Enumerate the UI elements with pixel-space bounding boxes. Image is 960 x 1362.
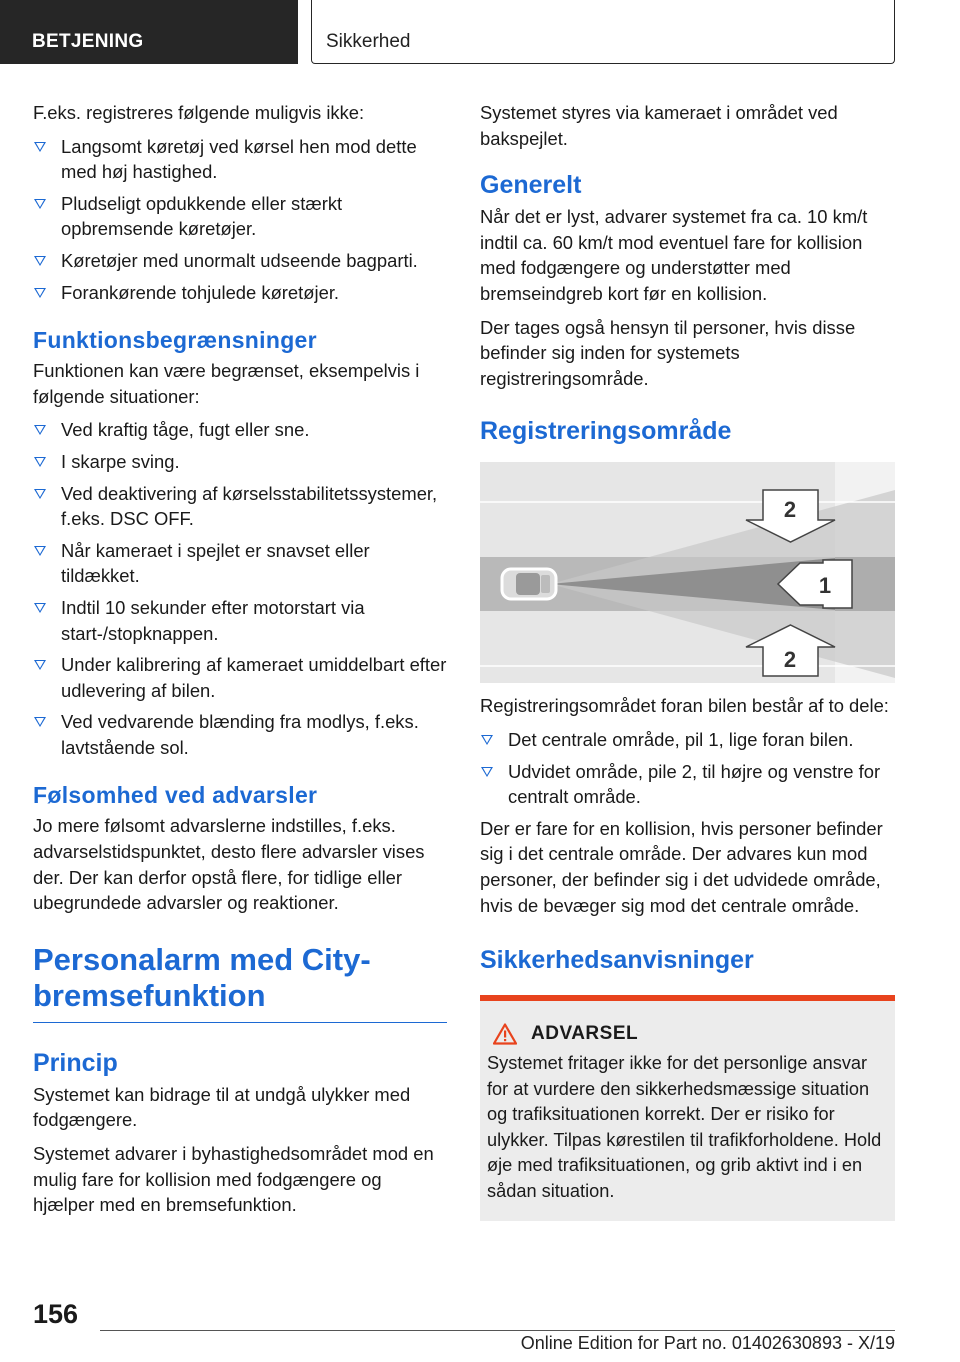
list-item [33,280,447,306]
list-item [33,538,447,589]
limits-paragraph: Funktionen kan være begrænset, eksempelvis i følgende situationer: [33,360,420,407]
warning-title: ADVARSEL [531,1023,639,1045]
chapter-title: Sikkerhed [311,0,895,64]
car-icon [502,569,556,599]
principle-paragraph-2: Systemet advarer i byhastighedsområdet mod en mulig fare for kollision med fodgængere og hjælper med en bremsefunktion. [33,1143,434,1216]
limits-heading: Funktionsbegrænsninger [33,327,317,354]
list-item [33,248,447,274]
triangle-bullet-icon [481,767,493,777]
list-item [33,134,447,185]
general-paragraph-1: Når det er lyst, advarer systemet fra ca. 10 km/t indtil ca. 60 km/t mod eventuel fare for kollision med fodgængere og understøtter med bremseindgreb kort før en kollision. [480,206,868,304]
list-item-text: I skarpe sving. [61,450,180,472]
list-item-text: Langsomt køretøj ved kørsel hen mod dette med høj hastighed. [61,135,417,183]
general-paragraph-2: Der tages også hensyn til personer, hvis disse befinder sig inden for systemets registreringsområde. [480,316,856,389]
area-paragraph: Der er fare for en kollision, hvis personer befinder sig i det centrale område. Der advares kun mod personer, der befinder sig i det udvidede område, hvis de bevæger sig mod det centrale område. [480,817,883,916]
triangle-bullet-icon [34,546,46,556]
list-item [480,727,895,753]
list-item [33,709,447,760]
triangle-bullet-icon [34,457,46,467]
triangle-bullet-icon [34,425,46,435]
list-item [33,417,447,443]
principle-heading: Princip [33,1048,118,1077]
warning-header [493,1023,887,1045]
triangle-bullet-icon [34,717,46,727]
intro-list [33,134,447,306]
intro-paragraph: F.eks. registreres følgende muligvis ikke: [33,102,365,123]
principle-paragraph-1: Systemet kan bidrage til at undgå ulykker med fodgængere. [33,1083,411,1131]
area-caption: Registreringsområdet foran bilen består af to dele: [480,695,889,717]
list-item-text: Ved kraftig tåge, fugt eller sne. [61,419,310,441]
edition-footer: Online Edition for Part no. 01402630893 - X/19 [520,1333,895,1353]
area-list [480,727,895,810]
list-item-text: Under kalibrering af kameraet umiddelbart efter udlevering af bilen. [61,654,447,701]
triangle-bullet-icon [481,735,493,745]
list-item-text: Forankørende tohjulede køretøjer. [61,281,340,303]
sensitivity-paragraph: Jo mere følsomt advarslerne indstilles, f.eks. advarselstidspunktet, desto flere advarsler vises der. Der kan derfor opstå flere, for tidlige eller ubegrundede advarsler og reaktioner. [33,815,425,914]
list-item-text: Ved deaktivering af kørselsstabilitetssystemer, f.eks. DSC OFF. [61,482,438,530]
list-item [33,595,447,646]
warning-text: Systemet fritager ikke for det personlige ansvar for at vurdere den sikkerhedsmæssige situation og trafiksituationen korrekt. Der er risiko for ulykker. Tilpas kørestilen til trafikforholdene. Hold øje med trafiksituationen, og grib aktivt ind i en sådan situation. [487,1053,882,1202]
page-number: 156 [33,1299,79,1329]
triangle-bullet-icon [34,199,46,209]
triangle-bullet-icon [34,489,46,499]
triangle-bullet-icon [34,660,46,670]
list-item-text: Ved vedvarende blænding fra modlys, f.eks. lavtstående sol. [61,711,419,758]
general-heading: Generelt [480,171,582,200]
arrow-2-bottom-label: 2 [783,647,797,673]
list-item-text: Udvidet område, pile 2, til højre og venstre for centralt område. [508,760,881,808]
warning-box [480,995,895,1221]
left-column [33,100,447,1226]
arrow-2-top-label: 2 [783,497,797,523]
warning-triangle-icon [493,1023,517,1045]
triangle-bullet-icon [34,256,46,266]
list-item-text: Indtil 10 sekunder efter motorstart via start-/stopknappen. [61,596,365,644]
list-item-text: Køretøjer med unormalt udseende bagparti. [61,249,418,271]
arrow-1-label: 1 [818,573,832,599]
footer-divider [100,1330,895,1331]
list-item [33,449,447,475]
list-item-text: Det centrale område, pil 1, lige foran bilen. [508,728,854,750]
triangle-bullet-icon [34,288,46,298]
list-item [33,191,447,242]
right-column [480,100,895,1221]
sensitivity-heading: Følsomhed ved advarsler [33,782,318,809]
list-item [33,652,447,703]
section-tab: BETJENING [0,0,298,64]
triangle-bullet-icon [34,603,46,613]
limits-list [33,417,447,760]
right-intro-paragraph: Systemet styres via kameraet i området ved bakspejlet. [480,102,838,149]
list-item [33,481,447,532]
area-heading: Registreringsområde [480,417,732,446]
detection-area-figure [480,462,895,683]
list-item-text: Pludseligt opdukkende eller stærkt opbremsende køretøjer. [61,192,343,240]
triangle-bullet-icon [34,142,46,152]
list-item-text: Når kameraet i spejlet er snavset eller tildækket. [61,539,370,587]
safety-heading: Sikkerhedsanvisninger [480,946,754,975]
main-heading: Personalarm med City-bremsefunktion [33,942,447,1023]
list-item [480,759,895,810]
